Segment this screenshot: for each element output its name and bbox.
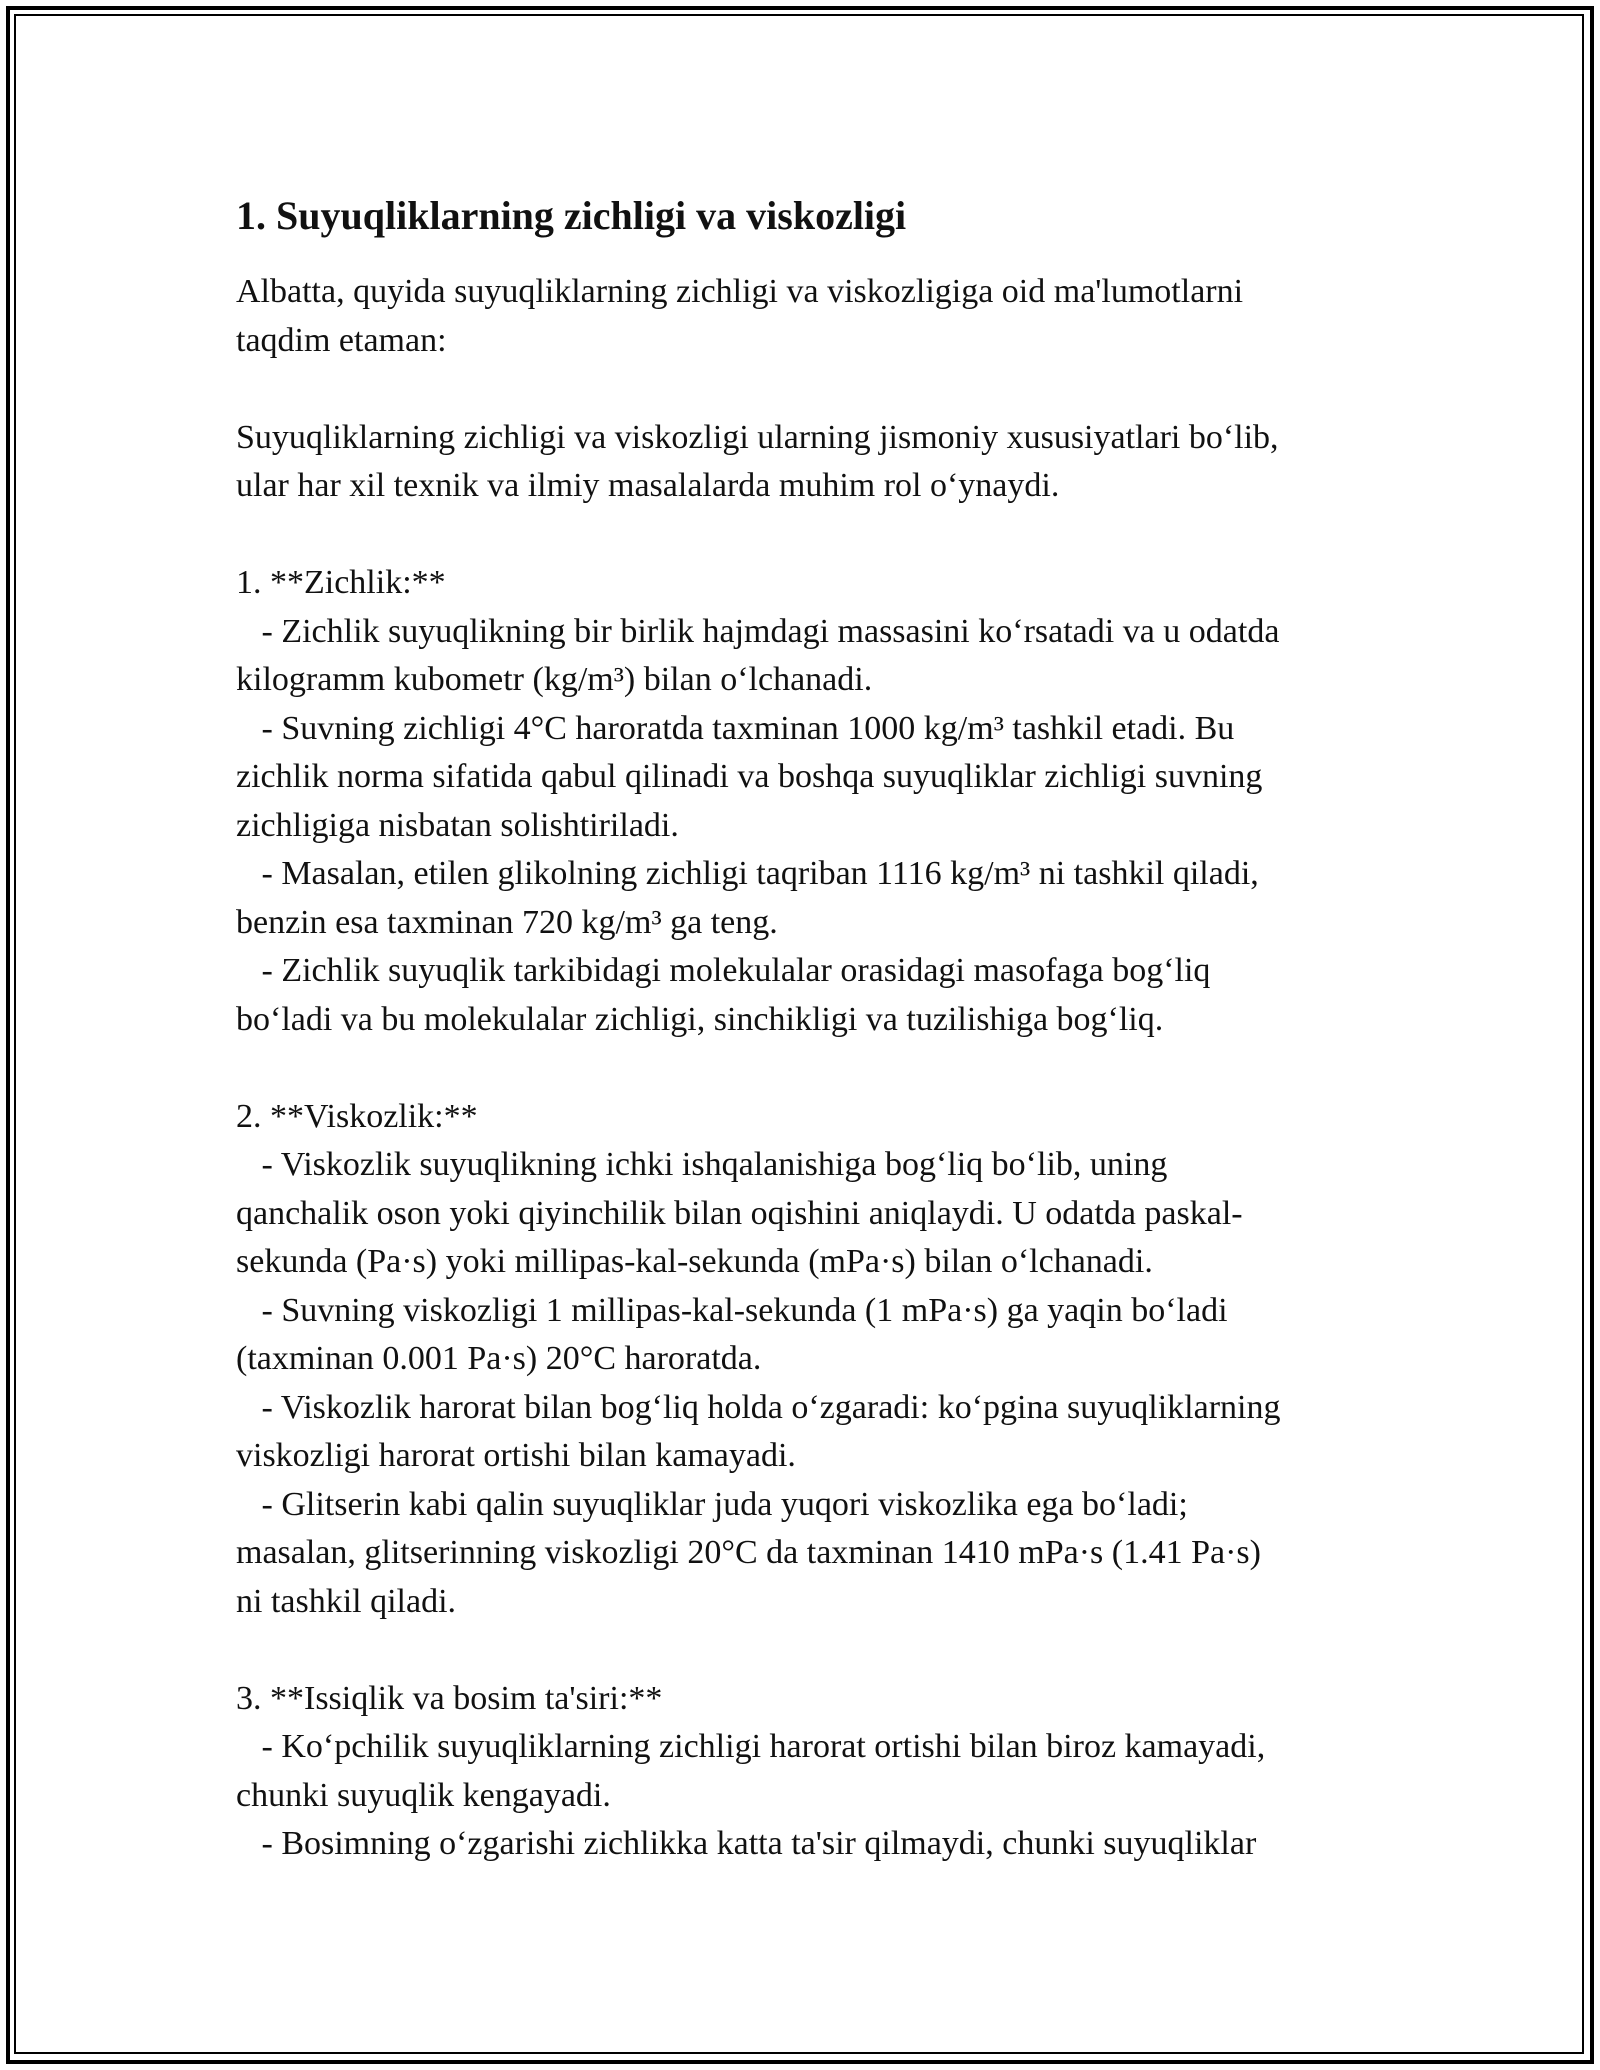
section2-line: - Suvning viskozligi 1 millipas-kal-sekunda (1 mPa·s) ga yaqin bo‘ladi bbox=[236, 1291, 1228, 1329]
section1-line: bo‘ladi va bu molekulalar zichligi, sinchikligi va tuzilishiga bog‘liq. bbox=[236, 1000, 1164, 1038]
section3-line: - Bosimning o‘zgarishi zichlikka katta ta'sir qilmaydi, chunki suyuqliklar bbox=[236, 1825, 1257, 1862]
section2-line: - Viskozlik suyuqlikning ichki ishqalanishiga bog‘liq bo‘lib, uning bbox=[236, 1146, 1168, 1183]
section3-line: - Ko‘pchilik suyuqliklarning zichligi harorat ortishi bilan biroz kamayadi, bbox=[236, 1728, 1266, 1765]
section1-line: - Zichlik suyuqlik tarkibidagi molekulalar orasidagi masofaga bog‘liq bbox=[236, 952, 1211, 989]
document-title: 1. Suyuqliklarning zichligi va viskozligi bbox=[236, 193, 907, 238]
section2-line: masalan, glitserinning viskozligi 20°C da taxminan 1410 mPa·s (1.41 Pa·s) bbox=[236, 1534, 1261, 1571]
section1-line: - Suvning zichligi 4°C haroratda taxminan 1000 kg/m³ tashkil etadi. Bu bbox=[236, 709, 1235, 747]
section1-line: benzin esa taxminan 720 kg/m³ ga teng. bbox=[236, 903, 778, 941]
document-body bbox=[236, 184, 1386, 1869]
section1-line: kilogramm kubometr (kg/m³) bilan o‘lchanadi. bbox=[236, 661, 873, 698]
section1-line: zichligiga nisbatan solishtiriladi. bbox=[236, 806, 679, 844]
section1-line: - Masalan, etilen glikolning zichligi taqriban 1116 kg/m³ ni tashkil qiladi, bbox=[236, 855, 1259, 892]
intro-line: Albatta, quyida suyuqliklarning zichligi va viskozligiga oid ma'lumotlarni bbox=[236, 273, 1244, 310]
section-heading-issiqlik: 3. **Issiqlik va bosim ta'siri:** bbox=[236, 1679, 663, 1717]
overview-line: ular har xil texnik va ilmiy masalalarda muhim rol o‘ynaydi. bbox=[236, 467, 1060, 504]
section-heading-zichlik: 1. **Zichlik:** bbox=[236, 564, 446, 601]
section2-line: - Viskozlik harorat bilan bog‘liq holda o‘zgaradi: ko‘pgina suyuqliklarning bbox=[236, 1388, 1281, 1426]
section2-line: qanchalik oson yoki qiyinchilik bilan oqishini aniqlaydi. U odatda paskal- bbox=[236, 1194, 1243, 1232]
intro-line: taqdim etaman: bbox=[236, 321, 447, 359]
section-heading-viskozlik: 2. **Viskozlik:** bbox=[236, 1097, 478, 1135]
section2-line: viskozligi harorat ortishi bilan kamayadi. bbox=[236, 1437, 796, 1474]
section2-line: - Glitserin kabi qalin suyuqliklar juda yuqori viskozlika ega bo‘ladi; bbox=[236, 1485, 1188, 1523]
section1-line: - Zichlik suyuqlikning bir birlik hajmdagi massasini ko‘rsatadi va u odatda bbox=[236, 612, 1280, 650]
section1-line: zichlik norma sifatida qabul qilinadi va boshqa suyuqliklar zichligi suvning bbox=[236, 758, 1263, 795]
section3-line: chunki suyuqlik kengayadi. bbox=[236, 1776, 611, 1814]
section2-line: (taxminan 0.001 Pa·s) 20°C haroratda. bbox=[236, 1340, 762, 1377]
section2-line: sekunda (Pa·s) yoki millipas-kal-sekunda (mPa·s) bilan o‘lchanadi. bbox=[236, 1243, 1153, 1280]
section2-line: ni tashkil qiladi. bbox=[236, 1582, 457, 1620]
overview-line: Suyuqliklarning zichligi va viskozligi ularning jismoniy xususiyatlari bo‘lib, bbox=[236, 418, 1279, 456]
